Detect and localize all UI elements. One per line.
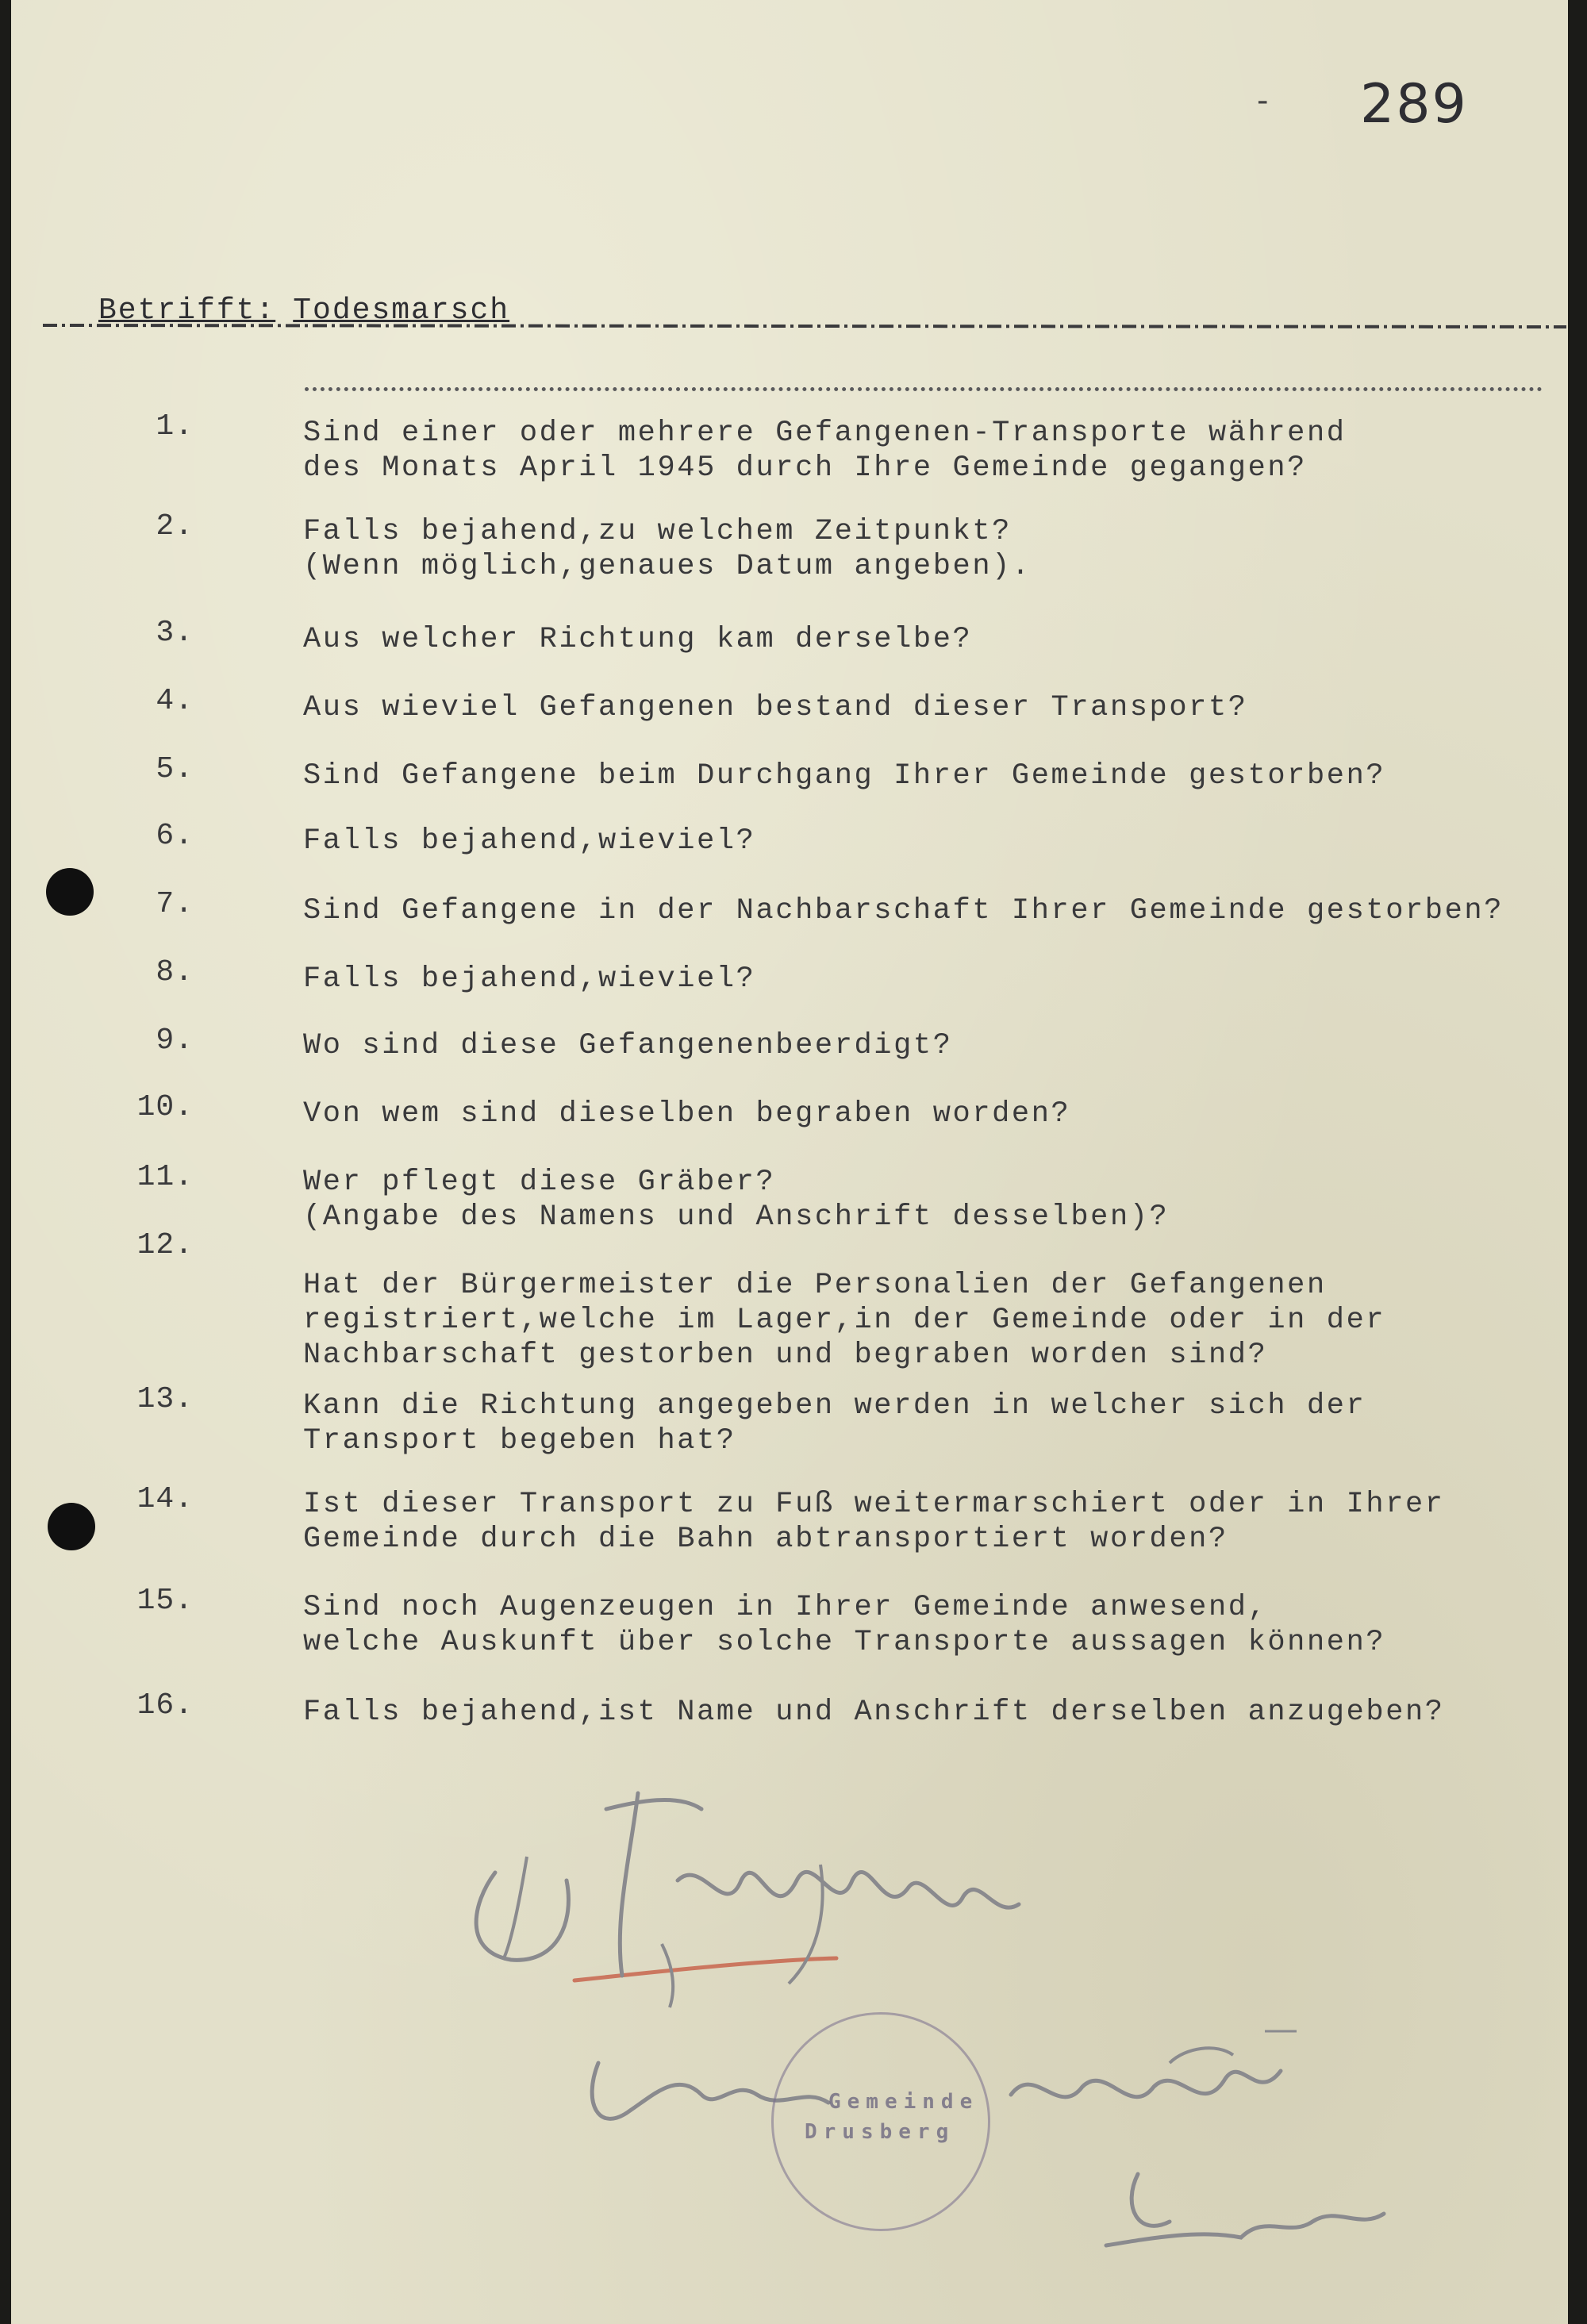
question-text: Wo sind diese Gefangenenbeerdigt? — [303, 1029, 953, 1062]
question-text: Falls bejahend,zu welchem Zeitpunkt? (Wenn möglich,genaues Datum angeben). — [303, 515, 1032, 583]
question-text: Falls bejahend,wieviel? — [303, 824, 756, 858]
question-text: Von wem sind dieselben begraben worden? — [303, 1097, 1071, 1131]
question-number: 8. — [156, 955, 194, 989]
dotted-rule — [305, 387, 1543, 398]
question-number: 2. — [156, 509, 194, 544]
stamp-text: Drusberg — [805, 2120, 955, 2144]
document-page — [11, 0, 1568, 2324]
punch-hole — [48, 1503, 95, 1550]
stamp-text: Gemeinde — [828, 2090, 979, 2114]
question-number: 11. — [136, 1160, 194, 1194]
question-number: 10. — [136, 1090, 194, 1124]
handwritten-signatures — [440, 1761, 1471, 2285]
question-text: Aus welcher Richtung kam derselbe? — [303, 623, 973, 656]
question-text: Falls bejahend,ist Name und Anschrift derselben anzugeben? — [303, 1696, 1445, 1729]
question-text: Falls bejahend,wieviel? — [303, 962, 756, 996]
subject-line — [98, 294, 509, 328]
question-number: 13. — [136, 1382, 194, 1416]
page-number-dash: - — [1257, 83, 1269, 119]
question-text: Hat der Bürgermeister die Personalien der Gefangenen registriert,welche im Lager,in der Gemeinde oder in der Nachbarschaft gestorben und begraben worden sind? — [303, 1269, 1386, 1372]
question-number: 14. — [136, 1482, 194, 1516]
question-number: 4. — [156, 684, 194, 718]
question-text: Aus wieviel Gefangenen bestand dieser Transport? — [303, 691, 1248, 724]
question-number: 5. — [156, 752, 194, 786]
question-number: 15. — [136, 1584, 194, 1618]
subject-text: Todesmarsch — [293, 294, 510, 328]
question-number: 12. — [136, 1228, 194, 1262]
question-number: 9. — [156, 1024, 194, 1058]
question-text: Sind einer oder mehrere Gefangenen-Transporte während des Monats April 1945 durch Ihre Gemeinde gegangen? — [303, 417, 1347, 485]
subject-label: Betrifft: — [98, 294, 276, 328]
question-text: Sind noch Augenzeugen in Ihrer Gemeinde anwesend, welche Auskunft über solche Transporte aussagen können? — [303, 1591, 1386, 1659]
question-text: Sind Gefangene beim Durchgang Ihrer Gemeinde gestorben? — [303, 759, 1386, 793]
question-text: Kann die Richtung angegeben werden in welcher sich der Transport begeben hat? — [303, 1389, 1366, 1458]
question-text: Ist dieser Transport zu Fuß weitermarschiert oder in Ihrer Gemeinde durch die Bahn abtransportiert worden? — [303, 1488, 1445, 1556]
question-text: Sind Gefangene in der Nachbarschaft Ihrer Gemeinde gestorben? — [303, 894, 1504, 928]
question-number: 6. — [156, 819, 194, 853]
question-number: 1. — [156, 409, 194, 444]
question-number: 16. — [136, 1688, 194, 1723]
question-number: 3. — [156, 616, 194, 650]
page-number: 289 — [1360, 73, 1468, 136]
punch-hole — [46, 868, 94, 916]
question-text: Wer pflegt diese Gräber? (Angabe des Namens und Anschrift desselben)? — [303, 1166, 1170, 1234]
question-number: 7. — [156, 887, 194, 921]
